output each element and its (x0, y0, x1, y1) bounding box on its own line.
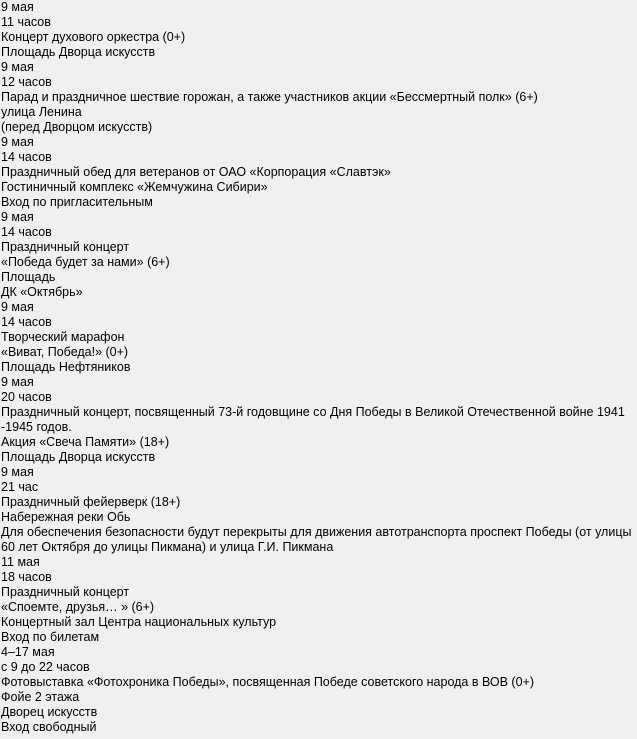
schedule-line: Праздничный концерт (1, 585, 130, 599)
schedule-line: 9 мая (1, 300, 34, 314)
schedule-line: ДК «Октябрь» (1, 285, 83, 299)
schedule-line: «Победа будет за нами» (6+) (1, 255, 170, 269)
schedule-line: Площадь Дворца искусств (1, 45, 156, 59)
schedule-line: Для обеспечения безопасности будут перекрыты для движения автотранспорта проспект Победы (от улицы 60 лет Октября до улицы Пикмана) и улица Г.И. Пикмана (1, 525, 632, 554)
schedule-line: Праздничный концерт, посвященный 73-й годовщине со Дня Победы в Великой Отечественной войне 1941 -1945 годов. (1, 405, 625, 434)
schedule-line: Праздничный обед для ветеранов от ОАО «Корпорация «Славтэк» (1, 165, 391, 179)
schedule-line: Творческий марафон (1, 330, 125, 344)
schedule-line: 14 часов (1, 150, 52, 164)
schedule-line: с 9 до 22 часов (1, 660, 90, 674)
schedule-line: 14 часов (1, 225, 52, 239)
schedule-line: Фойе 2 этажа (1, 690, 80, 704)
schedule-line: Вход по билетам (1, 630, 100, 644)
schedule-line: Площадь Нефтяников (1, 360, 131, 374)
schedule-line: Площадь Дворца искусств (1, 450, 156, 464)
schedule-line: 21 час (1, 480, 39, 494)
schedule-line: «Споемте, друзья… » (6+) (1, 600, 155, 614)
schedule-line: Концертный зал Центра национальных культур (1, 615, 277, 629)
schedule-line: Акция «Свеча Памяти» (18+) (1, 435, 170, 449)
schedule-line: 4–17 мая (1, 645, 55, 659)
schedule-line: улица Ленина (1, 105, 82, 119)
schedule-line: Праздничный концерт (1, 240, 130, 254)
schedule-line: Вход свободный (1, 720, 97, 734)
schedule-line: 9 мая (1, 0, 34, 14)
schedule-line: Площадь (1, 270, 56, 284)
schedule-line: 9 мая (1, 60, 34, 74)
schedule-line: 9 мая (1, 135, 34, 149)
schedule-line: «Виват, Победа!» (0+) (1, 345, 129, 359)
schedule-line: 9 мая (1, 465, 34, 479)
schedule-line: 9 мая (1, 375, 34, 389)
schedule-line: 20 часов (1, 390, 52, 404)
schedule-line: Вход по пригласительным (1, 195, 153, 209)
schedule-line: Дворец искусств (1, 705, 98, 719)
schedule-line: (перед Дворцом искусств) (1, 120, 153, 134)
schedule-line: 18 часов (1, 570, 52, 584)
schedule-line: Гостиничный комплекс «Жемчужина Сибири» (1, 180, 268, 194)
schedule-line: Фотовыставка «Фотохроника Победы», посвященная Победе советского народа в ВОВ (0+) (1, 675, 535, 689)
schedule-line: 12 часов (1, 75, 52, 89)
schedule-line: Праздничный фейерверк (18+) (1, 495, 181, 509)
schedule-line: 14 часов (1, 315, 52, 329)
schedule-line: Парад и праздничное шествие горожан, а также участников акции «Бессмертный полк» (6+) (1, 90, 538, 104)
schedule-line: Набережная реки Обь (1, 510, 131, 524)
schedule-line: Концерт духового оркестра (0+) (1, 30, 186, 44)
schedule-line: 9 мая (1, 210, 34, 224)
schedule-line: 11 мая (1, 555, 40, 569)
schedule-line: 11 часов (1, 15, 51, 29)
